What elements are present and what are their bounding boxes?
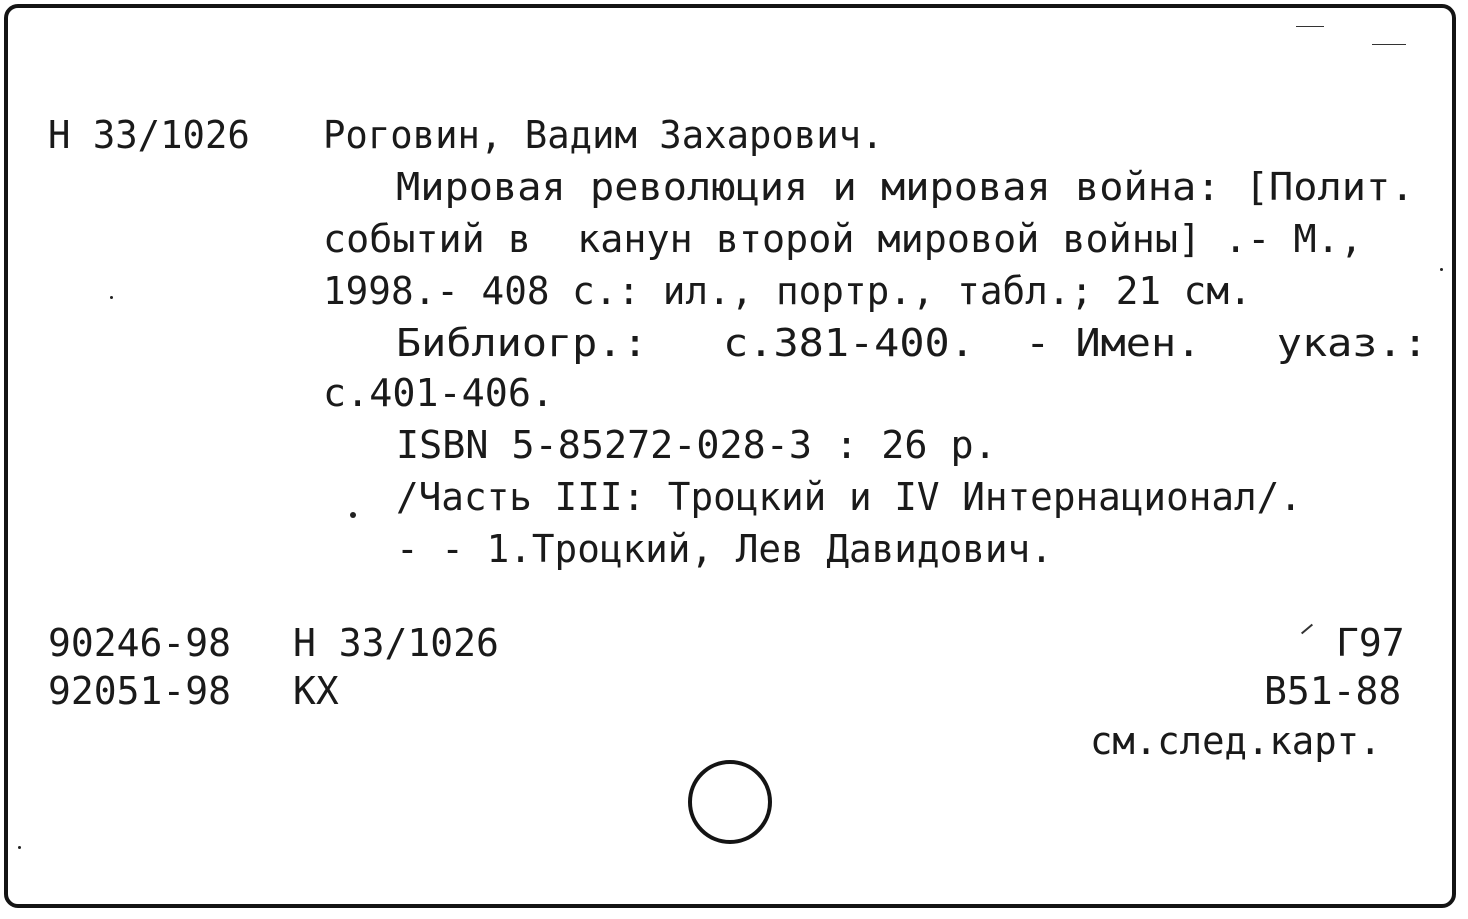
title-line-2: событий в канун второй мировой войны] .- М., <box>323 217 1363 261</box>
subject-tracing: - - 1.Троцкий, Лев Давидович. <box>396 527 1053 571</box>
scan-streak <box>1372 44 1406 45</box>
isbn-line: ISBN 5-85272-028-3 : 26 р. <box>396 423 997 467</box>
punch-hole <box>688 760 772 844</box>
continuation-note: см.след.карт. <box>1090 719 1382 763</box>
scan-speck <box>1440 268 1443 271</box>
series-line: /Часть III: Троцкий и IV Интернационал/. <box>396 475 1302 519</box>
inventory-number-2: 92051-98 <box>48 669 232 713</box>
bibliography-note-line-2: с.401-406. <box>323 371 555 415</box>
title-line-3: 1998.- 408 с.: ил., портр., табл.; 21 см. <box>323 269 1252 313</box>
scan-speck <box>110 296 113 299</box>
inventory-mark-2: КХ <box>293 669 339 713</box>
title-line-1: Мировая революция и мировая война: [Полит. <box>396 165 1415 209</box>
call-number: Н 33/1026 <box>48 113 250 157</box>
classification-index-2: В51-88 <box>1264 669 1402 713</box>
classification-index-1: Г97 <box>1336 621 1405 665</box>
bibliography-note-line-1: Библиогр.: с.381-400. - Имен. указ.: <box>396 321 1428 365</box>
scan-speck <box>18 846 21 849</box>
scan-streak <box>1296 26 1324 27</box>
scan-speck <box>350 512 356 518</box>
inventory-number-1: 90246-98 <box>48 621 232 665</box>
inventory-mark-1: Н 33/1026 <box>293 621 499 665</box>
author-heading: Роговин, Вадим Захарович. <box>323 113 884 157</box>
